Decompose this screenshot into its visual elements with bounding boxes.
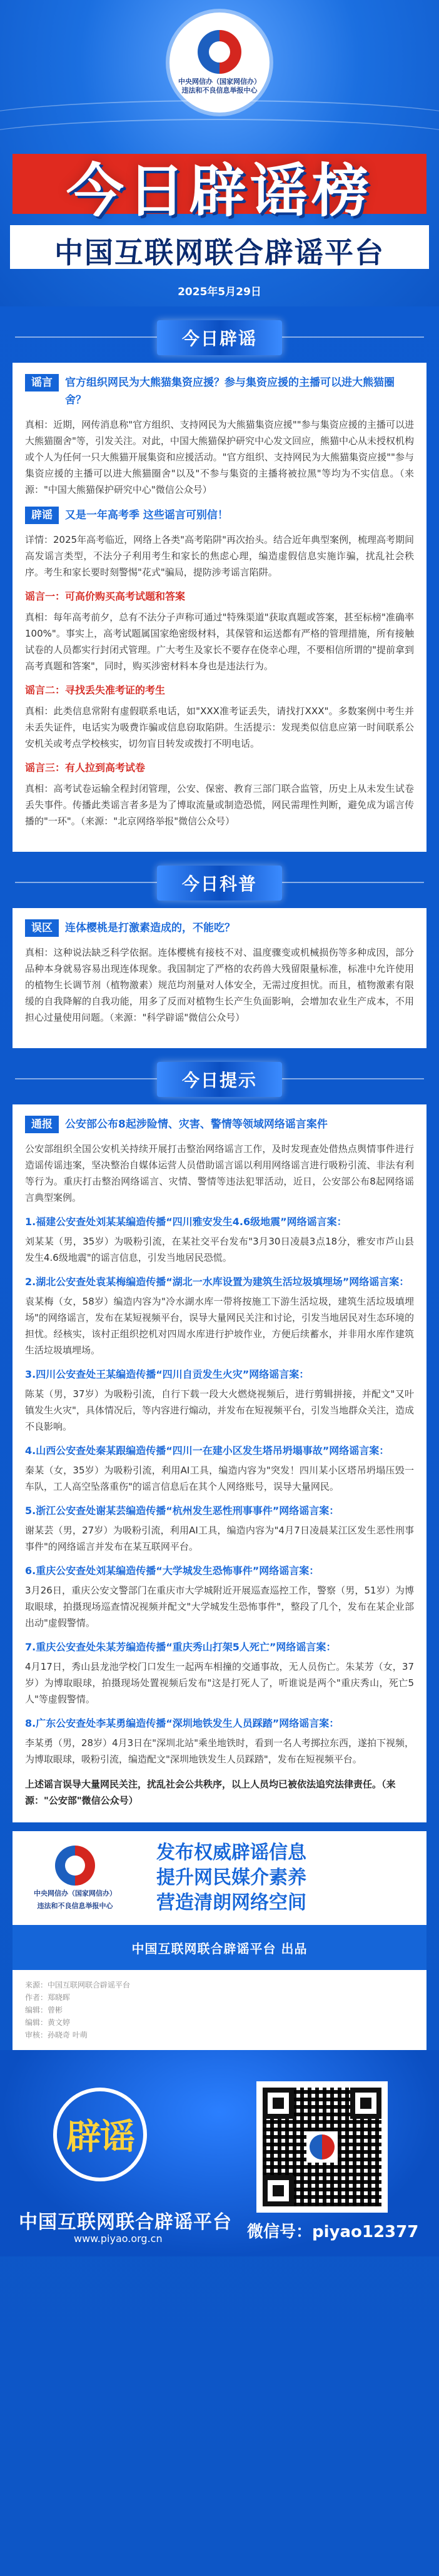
case-body: 袁某梅（女，58岁）编造内容为"冷水湖水库一带将按施工下游生活垃圾，建筑生活垃圾填埋场"的网络谣言，发布在某短视频平台，误导大量网民关注和讨论，引发当地居民对生态环境的担忧。经核实，该村正组织挖机对四周水库进行护坡作业，方便后续蓄水，并非用水库作建筑生活垃圾填埋场。 [25, 1296, 414, 1356]
qr-center-logo [306, 2131, 338, 2163]
piyao-logo-icon [53, 2088, 147, 2181]
publish-date: 2025年5月29日 [178, 286, 261, 298]
rumor-subbody: 真相：每年高考前夕，总有不法分子声称可通过"特殊渠道"获取真题或答案，甚至标榜"准确率100%"。事实上，高考试题属国家绝密级材料，其保管和运送都有严格的管理措施，所有接触试卷的人员都实行封闭式管理。广大考生及家长不要存在侥幸心理，不要相信所谓的"提前拿到高考真题和答案"，同时，购买涉密材料本身也是违法行为。 [25, 612, 414, 672]
credit-line: 作者：郑晓晖 [25, 1993, 71, 2002]
debunk-headline [25, 507, 414, 524]
case-body: 陈某（男，37岁）为吸粉引流，自行下载一段大火燃烧视频后，进行剪辑拼接，并配文"又叶镇发生火灾"，具体情况后，等内容进行煽动，并发布在短视频平台，引发当地群众关注，造成不良影响。 [25, 1388, 414, 1432]
platform-url[interactable]: www.piyao.org.cn [74, 2233, 163, 2245]
promo-logo [13, 1846, 138, 1911]
science-title: 连体樱桃是打激素造成的，不能吃？ [65, 922, 235, 934]
section-banner-notice [0, 1061, 439, 1098]
case-body: 4月17日，秀山县龙池学校门口发生一起两车相撞的交通事故，无人员伤亡。朱某芳（女，37岁）为博取眼球，拍摄现场处置视频后发布"这是打死人了，听谁说是两个"重庆秀山，死亡5人"等虚假警情。 [25, 1661, 414, 1705]
case-heading: 4.山西公安查处秦某跟编造传播“四川一在建小区发生塔吊坍塌事故”网络谣言案： [25, 1445, 390, 1457]
debunk-intro: 详情：2025年高考临近，网络上各类"高考陷阱"再次抬头。结合近年典型案例，梳理高考期间高发谣言类型，不法分子利用考生和家长的焦虑心理，编造虚假信息实施诈骗，扰乱社会秩序。考生和家长要时刻警惕"花式"骗局，提防涉考谣言陷阱。 [25, 534, 414, 578]
debunk-tag: 辟谣 [25, 507, 59, 524]
science-headline [25, 919, 414, 937]
piyao-logo [25, 2081, 175, 2188]
notice-intro: 公安部组织全国公安机关持续开展打击整治网络谣言工作，及时发现查处借热点舆情事件进行造谣传谣违案，坚决整治自媒体运营人员借助谣言谣以利用网络谣言进行吸粉引流、非法有利等行为。重庆打击整治网络谣言、灾情、警情等违法犯罪活动，近日，公安部公布8起网络谣言典型案例。 [25, 1143, 414, 1203]
promo-logo-line1: 中央网信办（国家网信办） [34, 1889, 116, 1897]
case-body: 3月26日，重庆公安文警部门在重庆市大学城附近开展巡查巡控工作，警察（男，51岁）为博取眼球，拍摄现场巡查情况视频并配文"大学城发生恐怖事件"，整段了几个，发布在某企业部出动"虚假警情。 [25, 1585, 414, 1629]
footer-qr-area [0, 2050, 439, 2256]
case-heading: 1.福建公安查处刘某某编造传播“四川雅安发生4.6级地震”网络谣言案： [25, 1216, 347, 1228]
promo-banner [13, 1831, 426, 1925]
case-body: 谢某芸（男，27岁）为吸粉引流，利用AI工具，编造内容为"4月7日凌晨某江区发生恶性刑事事件"的网络谣言并发布在某互联网平台。 [25, 1525, 414, 1552]
notice-card [13, 1104, 426, 1822]
agency-emblem-icon [198, 30, 241, 74]
agency-emblem-icon [55, 1846, 95, 1886]
page-subtitle: 中国互联网联合辟谣平台 [54, 236, 385, 270]
logo-line2: 违法和不良信息举报中心 [181, 86, 258, 94]
credit-line: 编辑：黄文婷 [25, 2018, 71, 2027]
credit-line: 来源：中国互联网联合辟谣平台 [25, 1981, 131, 1989]
notice-headline [25, 1116, 414, 1133]
produced-by-bar: 中国互联网联合辟谣平台 出品 [13, 1925, 426, 1970]
science-card [13, 908, 426, 1048]
agency-emblem-icon [310, 2134, 335, 2159]
section-title: 今日提示 [157, 1062, 282, 1097]
slogan: 营造清朗网络空间 [156, 1892, 306, 1914]
qr-finder [350, 2088, 381, 2119]
page-title: 今日辟谣榜 [66, 157, 373, 225]
debunk-card [13, 363, 426, 852]
section-banner-science [0, 864, 439, 902]
case-heading: 7.重庆公安查处朱某芳编造传播“重庆秀山打架5人死亡”网络谣言案： [25, 1641, 336, 1653]
case-heading: 8.广东公安查处李某勇编造传播“深圳地铁发生人员踩踏”网络谣言案： [25, 1717, 340, 1729]
case-heading: 2.湖北公安查处袁某梅编造传播“湖北一水库设置为建筑生活垃圾填埋场”网络谣言案： [25, 1276, 410, 1288]
notice-closing: 上述谣言误导大量网民关注，扰乱社会公共秩序，以上人员均已被依法追究法律责任。（来源："公安部"微信公众号） [25, 1779, 396, 1806]
debunk-title: 又是一年高考季 这些谣言可别信！ [65, 509, 228, 522]
case-heading: 5.浙江公安查处谢某芸编造传播“杭州发生恶性刑事事件”网络谣言案： [25, 1505, 340, 1517]
credits [13, 1970, 426, 2050]
promo-logo-line2: 违法和不良信息举报中心 [37, 1902, 113, 1910]
rumor-subbody: 真相：高考试卷运输全程封闭管理，公安、保密、教育三部门联合监管，历史上从未发生试卷丢失事件。传播此类谣言者多是为了博取流量或制造恐慌，网民需理性判断，避免成为谣言传播的"一环"。（来源："北京网络举报"微信公众号） [25, 783, 414, 827]
slogan: 提升网民媒介素养 [156, 1867, 306, 1889]
rumor-headline [25, 374, 414, 409]
wechat-qr-code[interactable] [256, 2081, 388, 2213]
credit-line: 编辑：曾彬 [25, 2006, 63, 2014]
notice-tag: 通报 [25, 1116, 59, 1133]
rumor-subheading: 谣言二：寻找丢失准考证的考生 [25, 684, 166, 696]
header [0, 0, 439, 306]
rumor-body: 真相：近期，网传消息称"官方组织、支持网民为大熊猫集资应援""参与集资应援的主播可以进大熊猫圈舍"等，引发关注。对此，中国大熊猫保护研究中心发文回应，熊猫中心从未授权机构或个人为任何一只大熊猫开展集资和应援活动。"官方组织、支持网民为大熊猫集资应援""参与集资应援的主播可以进大熊猫圈舍"以及"不参与集资的主播将被拉黑"等均为不实信息。（来源："中国大熊猫保护研究中心"微信公众号） [25, 419, 414, 495]
slogan: 发布权威辟谣信息 [156, 1842, 306, 1864]
science-body: 真相：这种说法缺乏科学依据。连体樱桃有接枝不对、温度骤变或机械损伤等多种成因，部分品种本身就易容易出现连体现象。我国制定了严格的农药兽大残留限量标准，标准中允许使用的植物生长调节剂（植物激素）规范均剂量对人体安全，无需过度担忧。而且，植物激素有限缓的自我降解的自我功能，用多了反而对植物生长产生负面影响，会增加农业生产成本，不用担心过量使用问题。（来源："科学辟谣"微信公众号） [25, 947, 414, 1023]
qr-finder [263, 2175, 294, 2206]
agency-logo [169, 13, 270, 113]
notice-title: 公安部公布8起涉险情、灾害、警情等领域网络谣言案件 [65, 1118, 328, 1131]
section-title: 今日科普 [157, 866, 282, 901]
rumor-subheading: 谣言一：可高价购买高考试题和答案 [25, 590, 186, 602]
rumor-subheading: 谣言三：有人拉到高考试卷 [25, 762, 146, 774]
wechat-id: 微信号：piyao12377 [247, 2223, 419, 2241]
promo-slogans [138, 1841, 426, 1916]
section-banner-debunk [0, 319, 439, 356]
piyao-logo-text: 辟谣 [66, 2116, 134, 2158]
credit-line: 审核：孙晓奇 叶萌 [25, 2031, 88, 2039]
case-heading: 3.四川公安查处王某编造传播“四川自贡发生火灾”网络谣言案： [25, 1368, 310, 1380]
case-body: 秦某（女，35岁）为吸粉引流，利用AI工具，编造内容为"突发！四川某小区塔吊坍塌压毁一车队，工人高空坠落重伤"的谣言信息后在其个人网络账号，误导大量网民。 [25, 1465, 414, 1492]
logo-line1: 中央网信办（国家网信办） [178, 78, 261, 86]
case-body: 刘某某（男，35岁）为吸粉引流，在某社交平台发布"3月30日凌晨3点18分，雅安市芦山县发生4.6级地震"的谣言信息，引发当地居民恐慌。 [25, 1236, 414, 1263]
science-tag: 误区 [25, 919, 59, 937]
qr-finder [263, 2088, 294, 2119]
rumor-title: 官方组织网民为大熊猫集资应援？参与集资应援的主播可以进大熊猫圈舍？ [65, 376, 395, 407]
case-body: 李某勇（男，28岁）4月3日在"深圳北站"乘坐地铁时，看到一名人考掷拉东西，遂拍下视频，为博取眼球，吸粉引流，编造配文"深圳地铁发生人员踩踏"，发布在短视频平台。 [25, 1737, 414, 1765]
rumor-subbody: 真相：此类信息常附有虚假联系电话，如"XXX准考证丢失，请找打XXX"。多数案例中考生并未丢失证件，电话实为吸费诈骗或信息窃取陷阱。生活提示：发现类似信息应第一时间联系公安机关或考点学校核实，切勿盲目转发或拨打不明电话。 [25, 705, 414, 749]
case-heading: 6.重庆公安查处刘某编造传播“大学城发生恐怖事件”网络谣言案： [25, 1565, 320, 1577]
platform-name: 中国互联网联合辟谣平台 [19, 2211, 232, 2233]
section-title: 今日辟谣 [157, 320, 282, 355]
rumor-tag: 谣言 [25, 374, 59, 391]
